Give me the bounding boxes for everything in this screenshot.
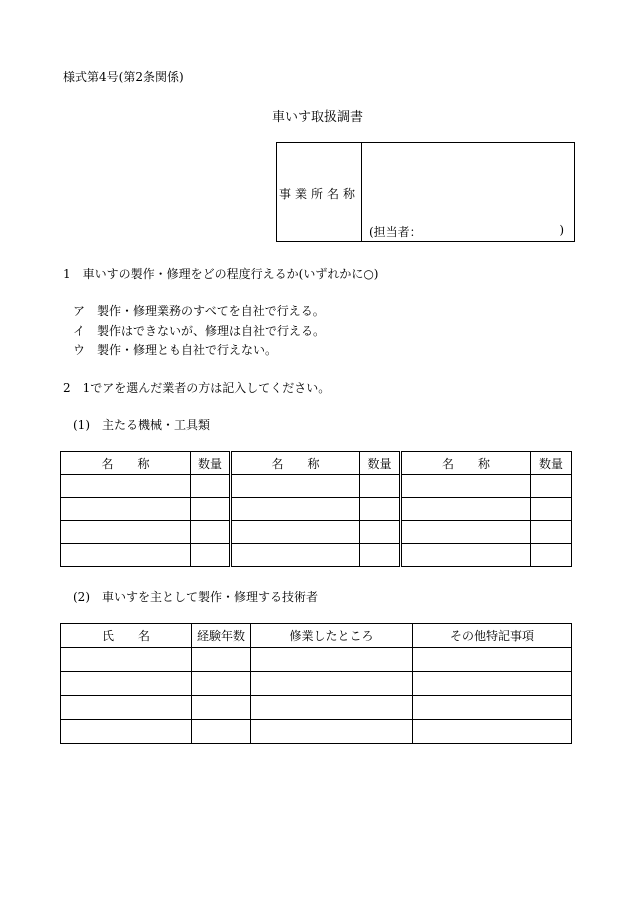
machine-qty-cell[interactable]: [531, 521, 572, 544]
tech-experience-cell[interactable]: [192, 648, 251, 672]
technicians-header-row: [61, 624, 572, 648]
machines-header-row: [61, 452, 572, 475]
machine-qty-header: 数量: [191, 452, 231, 475]
form-label: 様式第4号(第2条関係): [63, 70, 184, 84]
option-u: ウ 製作・修理とも自社で行えない。: [73, 343, 278, 357]
office-name-label: 事業所名称: [278, 187, 359, 201]
tech-experience-cell[interactable]: [192, 696, 251, 720]
tech-training-cell[interactable]: [251, 696, 413, 720]
machine-name-cell[interactable]: [401, 544, 531, 567]
tech-training-cell[interactable]: [251, 648, 413, 672]
tech-notes-header: その他特記事項: [413, 624, 572, 648]
machine-qty-cell[interactable]: [531, 498, 572, 521]
question-2: 2 1でアを選んだ業者の方は記入してください。: [63, 381, 331, 395]
question-1: 1 車いすの製作・修理をどの程度行えるか(いずれかに○): [63, 267, 379, 281]
machine-name-cell[interactable]: [61, 521, 191, 544]
tech-training-cell[interactable]: [251, 720, 413, 744]
table-row: [61, 475, 572, 498]
machine-qty-cell[interactable]: [360, 475, 401, 498]
machine-name-cell[interactable]: [231, 475, 360, 498]
contact-person-label: (担当者：: [369, 225, 422, 239]
table-row: [61, 720, 572, 744]
option-a: ア 製作・修理業務のすべてを自社で行える。: [73, 304, 325, 318]
office-divider: [361, 143, 362, 241]
tech-notes-cell[interactable]: [413, 648, 572, 672]
machine-qty-cell[interactable]: [191, 498, 231, 521]
machine-qty-cell[interactable]: [191, 475, 231, 498]
tech-training-header: 修業したところ: [251, 624, 413, 648]
machine-qty-header: 数量: [531, 452, 572, 475]
table-row: [61, 696, 572, 720]
tech-name-header: 氏 名: [61, 624, 192, 648]
machine-name-header: 名 称: [231, 452, 360, 475]
machine-qty-cell[interactable]: [360, 521, 401, 544]
machine-qty-cell[interactable]: [360, 498, 401, 521]
machine-name-cell[interactable]: [61, 544, 191, 567]
machine-qty-header: 数量: [360, 452, 401, 475]
tech-notes-cell[interactable]: [413, 696, 572, 720]
contact-person-close: ): [559, 223, 564, 237]
machines-table: [60, 451, 572, 567]
subsection-2-label: (2) 車いすを主として製作・修理する技術者: [73, 590, 318, 604]
tech-experience-cell[interactable]: [192, 672, 251, 696]
machine-qty-cell[interactable]: [360, 544, 401, 567]
tech-name-cell[interactable]: [61, 648, 192, 672]
tech-notes-cell[interactable]: [413, 672, 572, 696]
machine-qty-cell[interactable]: [531, 475, 572, 498]
tech-training-cell[interactable]: [251, 672, 413, 696]
machine-qty-cell[interactable]: [191, 521, 231, 544]
option-i: イ 製作はできないが、修理は自社で行える。: [73, 324, 326, 338]
page-title: 車いす取扱調書: [272, 110, 364, 125]
tech-notes-cell[interactable]: [413, 720, 572, 744]
machine-name-cell[interactable]: [231, 544, 360, 567]
tech-name-cell[interactable]: [61, 720, 192, 744]
machine-name-cell[interactable]: [401, 498, 531, 521]
table-row: [61, 648, 572, 672]
machine-name-cell[interactable]: [401, 475, 531, 498]
subsection-1-label: (1) 主たる機械・工具類: [73, 418, 210, 432]
machine-name-cell[interactable]: [231, 498, 360, 521]
tech-experience-cell[interactable]: [192, 720, 251, 744]
table-row: [61, 672, 572, 696]
table-row: [61, 544, 572, 567]
technicians-table: [60, 623, 572, 744]
machine-qty-cell[interactable]: [191, 544, 231, 567]
tech-experience-header: 経験年数: [192, 624, 251, 648]
machine-name-cell[interactable]: [231, 521, 360, 544]
machine-name-header: 名 称: [61, 452, 191, 475]
office-name-box: [276, 142, 575, 242]
table-row: [61, 498, 572, 521]
machine-name-cell[interactable]: [61, 498, 191, 521]
machine-name-cell[interactable]: [401, 521, 531, 544]
tech-name-cell[interactable]: [61, 672, 192, 696]
machine-name-cell[interactable]: [61, 475, 191, 498]
tech-name-cell[interactable]: [61, 696, 192, 720]
table-row: [61, 521, 572, 544]
machine-name-header: 名 称: [401, 452, 531, 475]
machine-qty-cell[interactable]: [531, 544, 572, 567]
